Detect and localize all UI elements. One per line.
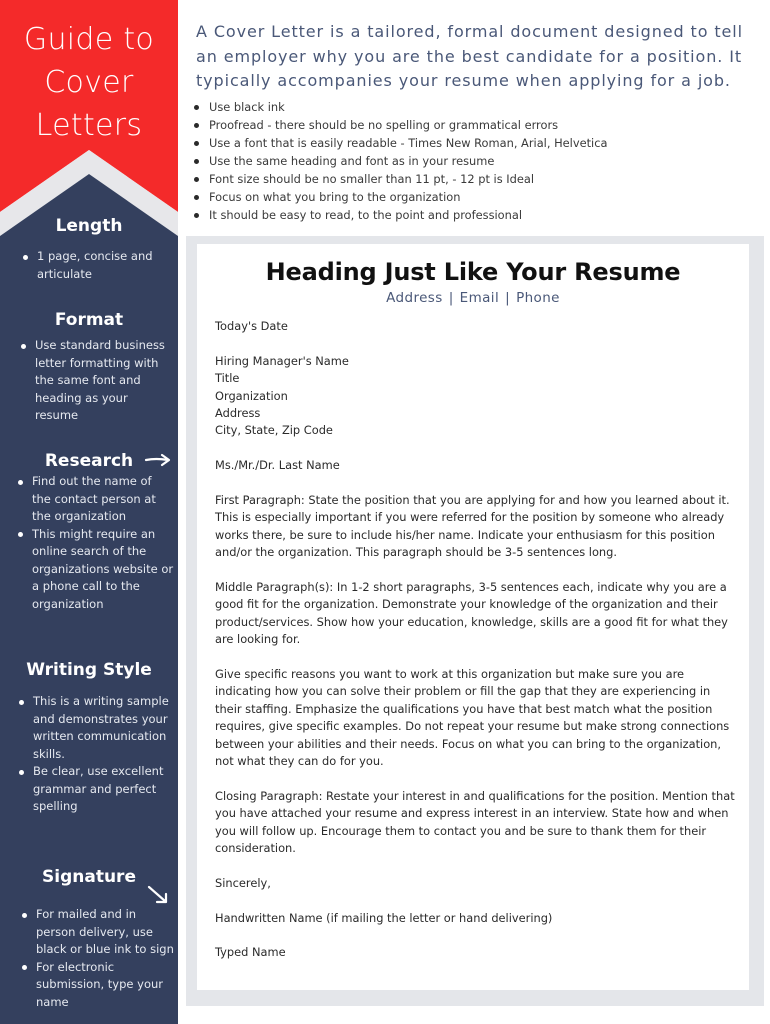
contact-separator: | (448, 290, 454, 306)
contact-email: Email (459, 290, 500, 306)
list-item: For mailed and in person delivery, use black or blue ink to sign (20, 906, 174, 959)
sidebar (0, 0, 178, 1024)
list-item: 1 page, concise and articulate (21, 248, 171, 283)
list-item: Use standard business letter formatting with the same font and heading as your resume (19, 337, 169, 425)
reasons-paragraph: Give specific reasons you want to work at this organization but make sure you are indicating how you can solve their problem or fill the gap that they are experiencing in their staffing. Emphasize the qualifications you have that best match what the position requires, give specific examples. Do not repeat your resume but make strong connections between your abilities and their needs. Focus on what you can bring to the organization, not what they can do for you. (215, 666, 730, 768)
signature-note: Handwritten Name (if mailing the letter or hand delivering) (215, 910, 553, 925)
format-list (19, 337, 169, 425)
arrow-down-right-icon (146, 884, 170, 906)
list-item: Be clear, use excellent grammar and perfect spelling (17, 763, 172, 816)
closing-paragraph: Closing Paragraph: Restate your interest in and qualifications for the position. Mention that you have attached your resume and express interest in an interview. State how and when you will follow up. Encourage them to contact you and be sure to thank them for their consideration. (215, 788, 735, 856)
tip-item: Use a font that is easily readable - Times New Roman, Arial, Helvetica (194, 134, 607, 152)
research-heading: Research (44, 451, 134, 471)
contact-address: Address (386, 290, 443, 306)
guide-title-line-3: Letters (35, 108, 143, 143)
length-heading: Length (55, 216, 123, 236)
signature-heading: Signature (42, 867, 136, 887)
guide-title-line-2: Cover (44, 65, 134, 100)
recipient-organization: Organization (215, 388, 288, 403)
contact-phone: Phone (516, 290, 560, 306)
typed-name: Typed Name (215, 945, 286, 960)
research-list (16, 473, 174, 613)
recipient-title: Title (215, 371, 240, 386)
recipient-address: Address (215, 405, 261, 420)
contact-separator: | (505, 290, 511, 306)
tips-list (194, 98, 607, 224)
salutation: Ms./Mr./Dr. Last Name (215, 458, 340, 473)
signature-list (20, 906, 174, 1011)
format-heading: Format (54, 310, 124, 330)
closing: Sincerely, (215, 875, 271, 890)
guide-title (0, 18, 178, 147)
tip-item: Proofread - there should be no spelling or grammatical errors (194, 116, 607, 134)
recipient-name: Hiring Manager's Name (215, 353, 349, 368)
list-item: Find out the name of the contact person at the organization (16, 473, 174, 526)
tip-item: Use the same heading and font as in your resume (194, 152, 607, 170)
tip-item: Use black ink (194, 98, 607, 116)
tip-item: Font size should be no smaller than 11 pt, - 12 pt is Ideal (194, 170, 607, 188)
arrow-right-icon (144, 452, 172, 468)
letter-date: Today's Date (215, 319, 288, 333)
intro-text: A Cover Letter is a tailored, formal document designed to tell an employer why you are the best candidate for a position. It typically accompanies your resume when applying for a job. (196, 22, 743, 90)
contact-line (197, 290, 749, 306)
length-list (21, 248, 171, 283)
list-item: This is a writing sample and demonstrates your written communication skills. (17, 693, 172, 763)
tip-item: Focus on what you bring to the organization (194, 188, 607, 206)
guide-title-line-1: Guide to (23, 22, 155, 57)
letter-heading: Heading Just Like Your Resume (265, 258, 681, 286)
writing-style-heading: Writing Style (26, 660, 152, 680)
recipient-block (215, 353, 739, 440)
letter-sample (197, 244, 749, 990)
tip-item: It should be easy to read, to the point and professional (194, 206, 607, 224)
writing-style-list (17, 693, 172, 816)
middle-paragraph: Middle Paragraph(s): In 1-2 short paragraphs, 3-5 sentences each, indicate why you are a good fit for the organization. Demonstrate your knowledge of the organization and their product/services. Show how your education, knowledge, skills are a good fit for what they are looking for. (215, 579, 728, 647)
recipient-city-state-zip: City, State, Zip Code (215, 423, 333, 438)
list-item: This might require an online search of the organizations website or a phone call to the organization (16, 526, 174, 614)
list-item: For electronic submission, type your name (20, 959, 174, 1012)
letter-body (215, 318, 739, 979)
first-paragraph: First Paragraph: State the position that you are applying for and how you learned about it. This is especially important if you were referred for the position by someone who already works there, be sure to include his/her name. Indicate your enthusiasm for this position and/or the organization. This paragraph should be 3-5 sentences long. (215, 492, 730, 560)
